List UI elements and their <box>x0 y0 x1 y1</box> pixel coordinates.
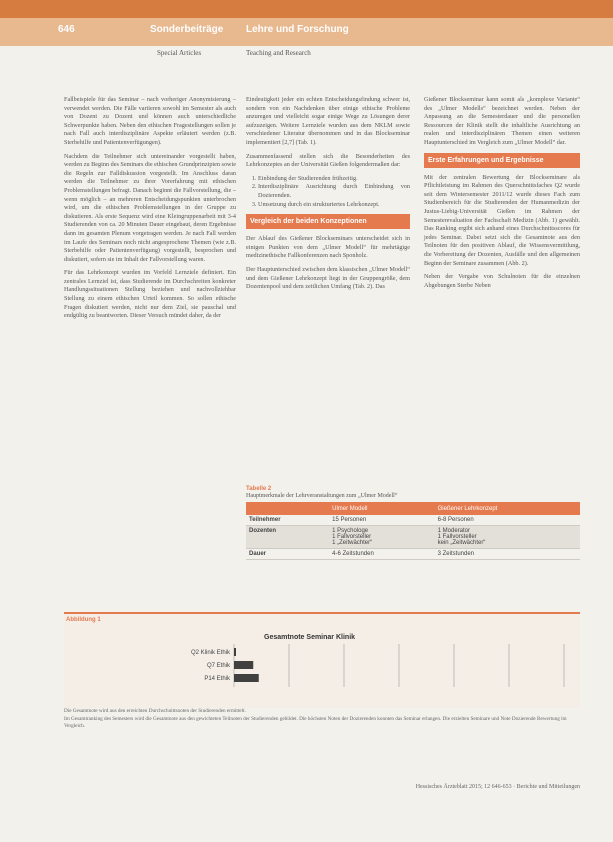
cell-line: 1 Fallvorsteller <box>437 534 477 540</box>
list-item: 3. Umsetzung durch ein strukturiertes Lehrkonzept. <box>258 201 410 210</box>
list-item: 1. Einbindung der Studierenden frühzeitig. <box>258 175 410 184</box>
table-row-label: Dauer <box>246 549 329 560</box>
chart-title: Gesamtnote Seminar Klinik <box>264 634 356 641</box>
comparison-table <box>246 502 580 560</box>
text-column-2 <box>246 96 410 297</box>
cell-line: 1 Fallvorsteller <box>332 534 372 540</box>
figure-note: Im Gesamtranking des Semesters wird die Gesamtnote aus den gewichteten Teilnoten der Studierenden gebildet. Die höchsten Noten der Dozierenden konnten das Seminar erlangen. Die erzielten Seminare und Note Dozierende Bewertung im Vergleich. <box>64 716 567 729</box>
paragraph: Mit der zentralen Bewertung der Blockseminare als Pflichtleistung im Rahmen des Querschnittsfaches Q2 wurde seit dem Wintersemester 2011/12 wurde dieses Fach zum Studienbereich für die Studierenden der Humanmedizin der Justus-Liebig-Universität Gießen im Rahmen der Semesterevaluation der Fachschaft Medizin (Abb. 1) gewählt. Das Ranking ergibt sich anhand eines Durchschnittsscores für jedes Seminar. Dabei setzt sich die Gesamtnote aus den Teilnoten für den positiven Ablauf, die Wissensvermittlung, die Vorbereitung der Dozenten, Ausfälle und den allgemeinen Beginn der Seminare zusammen (Abb. 2). <box>424 173 580 267</box>
paragraph: Zusammenfassend stellen sich die Besonderheiten des Lehrkonzeptes an der Universität Gießen folgendermaßen dar: <box>246 152 410 169</box>
table-cell <box>435 526 580 549</box>
table-row <box>246 515 580 526</box>
section-title: Sonderbeiträge <box>150 24 224 35</box>
table-row-label: Teilnehmer <box>246 515 329 526</box>
table-header: Ulmer Modell <box>329 502 435 515</box>
section-heading: Erste Erfahrungen und Ergebnisse <box>424 153 580 168</box>
page-footer: Hessisches Ärzteblatt 2015; 12 646-653 · Berichte und Mitteilungen <box>415 784 580 790</box>
bar-chart <box>64 614 580 708</box>
table-cell: 6-8 Personen <box>435 515 580 526</box>
cell-line: 1 Psychologe <box>332 528 369 534</box>
figure-notes <box>64 708 580 731</box>
figure-box <box>64 612 580 708</box>
feature-list <box>246 175 410 209</box>
paragraph: Nachdem die Teilnehmer sich untereinander vorgestellt haben, werden zu Beginn des Seminars die ethischen Grundprinzipien sowie die Regeln zur Falldiskussion vorgestellt. Im Anschluss daran werden die Teilnehmer zu ihrer Vorerfahrung mit ethischen Problemstellungen befragt. Danach beginnt die Fallvorstellung, die – wenn möglich – an mehreren Entscheidungspunkten unterbrochen wird, um die ethischen Problemstellungen in der Gruppe zu diskutieren. Als erste Sequenz wird eine Kleingruppenarbeit mit 3-4 Studierenden von ca. 20 Minuten Dauer eingebaut, deren Ergebnisse dann im gesamten Plenum vorgetragen werden. Je nach Fall werden im Laufe des Seminars noch nicht angesprochene Themen (wie z.B. Sterbehilfe oder Patientenverfügung) vorgestellt, besprochen und diskutiert, sofern sie im Inhalt der Fallvorstellung waren. <box>64 152 236 263</box>
comparison-table-block <box>246 486 580 560</box>
table-cell: 4-6 Zeitstunden <box>329 549 435 560</box>
cell-line: kein „Zeitwächter“ <box>437 540 486 546</box>
bar <box>234 661 253 669</box>
list-item: 2. Interdisziplinäre Ausrichtung durch Einbindung von Dozierenden. <box>258 183 410 200</box>
bar <box>234 648 236 656</box>
category-label: Q7 Ethik <box>206 663 230 669</box>
category-label: P14 Ethik <box>204 676 230 682</box>
category-label: Q2 Klinik Ethik <box>190 650 230 656</box>
paragraph: Für das Lehrkonzept wurden im Vorfeld Lernziele definiert. Ein zentrales Lernziel ist, dass Studierende im Durchschreiten konkreter Handlungssituationen Stellung beziehen und nachvollziehbar Stellung zu einem ethischen Urteil kommen. So sollen ethische Fragen diskutiert werden, nicht nur dem Ziel, sie pauschal und endgültig zu beantworten. Dieser Versuch mündet daher, da der <box>64 269 236 320</box>
text-column-3 <box>424 96 580 295</box>
category-title: Lehre und Forschung <box>246 24 349 35</box>
figure-note: Die Gesamtnote wird aus den erreichten Durchschnittsnoten der Studierenden ermittelt. <box>64 708 246 714</box>
paragraph: Der Hauptunterschied zwischen dem klassischen „Ulmer Modell“ und dem Gießener Lehrkonzept liegt in der Gruppengröße, dem Dozentenpool und dem zeitlichen Umfang (Tab. 2). Das <box>246 265 410 291</box>
table-cell: 15 Personen <box>329 515 435 526</box>
section-heading: Vergleich der beiden Konzeptionen <box>246 214 410 229</box>
table-header-row <box>246 502 580 515</box>
paragraph: Eindeutigkeit jeder ein echten Entscheidungsfindung schwer ist, sondern von ein Nachdenken über einige ethische Probleme anzuregen und vielleicht sogar einige Wege zu Lösungen derer aufzuzeigen. Weitere Lernziele wurden aus dem NKLM sowie verschiedener Literatur übernommen und in das Blockseminar implementiert [2,7] (Tab. 1). <box>246 96 410 146</box>
table-cell <box>329 526 435 549</box>
table-header <box>246 502 329 515</box>
paragraph: Gießener Blockseminar kann somit als „komplexe Variante“ des „Ulmer Modells“ bezeichnet werden. Neben der Anpassung an die Semesterdauer und die personellen Ressourcen der Klinik stellt die inhaltliche Ausrichtung an realen und interdisziplinären Themen einen weiteren Hauptunterschied im Vergleich zum „Ulmer Modell“ dar. <box>424 96 580 146</box>
table-header: Gießener Lehrkonzept <box>435 502 580 515</box>
table-label: Tabelle 2 <box>246 486 272 492</box>
text-column-1 <box>64 96 236 326</box>
category-subtitle-en: Teaching and Research <box>246 49 311 57</box>
page-number: 646 <box>58 24 75 35</box>
figure-label: Abbildung 1 <box>66 617 101 623</box>
table-caption: Hauptmerkmale der Lehrveranstaltungen zum „Ulmer Modell“ <box>246 493 398 499</box>
page-header <box>0 0 613 46</box>
table-row <box>246 526 580 549</box>
paragraph: Neben der Vergabe von Schulnoten für die einzelnen Abgebungen Sterbe Neben <box>424 273 580 289</box>
table-row <box>246 549 580 560</box>
header-top-bar <box>0 0 613 18</box>
table-cell: 3 Zeitstunden <box>435 549 580 560</box>
paragraph: Fallbeispiele für das Seminar – nach vorheriger Anonymisierung – verwendet werden. Die Fälle variieren sowohl im Semester als auch von Dozent zu Dozent und können auch unterschiedliche Schwerpunkte haben. Neben den ethischen Fragestellungen sollen je nach Fall auch interdisziplinäre Aspekte erläutert werden (z.B. Sterbehilfe und Patientenverfügungen). <box>64 96 236 146</box>
section-subtitle-en: Special Articles <box>157 49 202 57</box>
cell-line: 1 Moderator <box>437 528 470 534</box>
table-row-label: Dozenten <box>246 526 329 549</box>
cell-line: 1 „Zeitwächter“ <box>332 540 373 546</box>
paragraph: Der Ablauf des Gießener Blockseminars unterscheidet sich in einigen Punkten von dem „Ulmer Modell“ für mehrtägige medizinethische Fallkonferenzen nach Sponholz. <box>246 235 410 260</box>
bar <box>234 674 259 682</box>
